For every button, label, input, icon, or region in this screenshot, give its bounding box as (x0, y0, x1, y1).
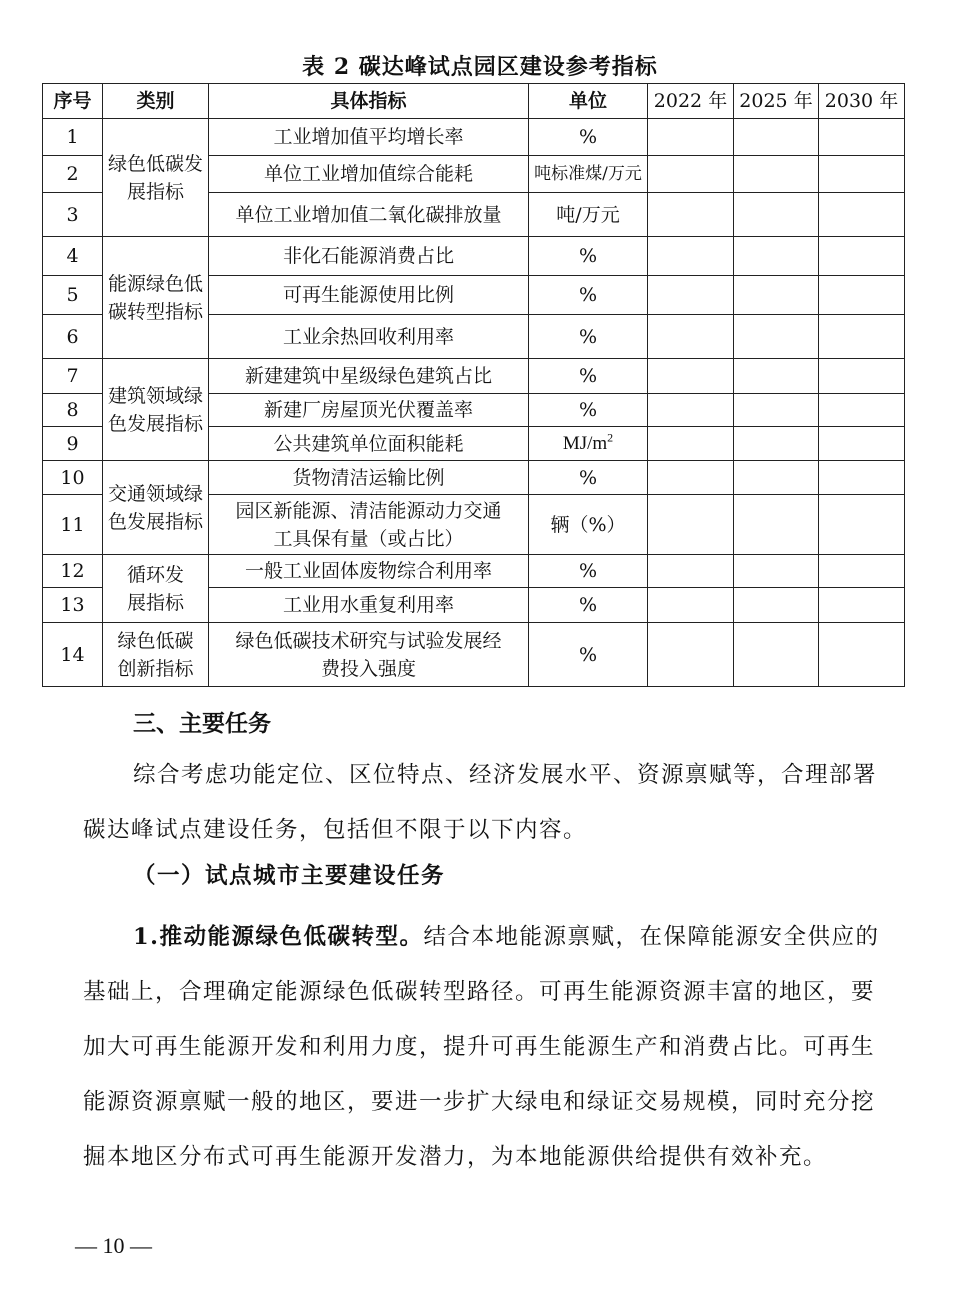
row-unit: % (529, 119, 648, 156)
cell-2030 (819, 276, 905, 315)
row-no: 12 (43, 555, 103, 588)
row-indicator: 公共建筑单位面积能耗 (209, 427, 529, 461)
page-number: — 10 — (75, 1233, 152, 1258)
paragraph-lead: 1.推动能源绿色低碳转型。 (133, 924, 424, 950)
row-indicator: 新建厂房屋顶光伏覆盖率 (209, 394, 529, 427)
row-unit: % (529, 461, 648, 495)
unit-text: MJ/m (562, 432, 608, 454)
table-row (43, 237, 905, 276)
unit-superscript: 2 (607, 430, 614, 445)
cell-2025 (734, 359, 819, 394)
cell-2025 (734, 276, 819, 315)
row-unit: 辆（%） (529, 495, 648, 555)
header-2030: 2030 年 (819, 84, 905, 119)
header-2025: 2025 年 (734, 84, 819, 119)
row-category: 建筑领域绿色发展指标 (103, 359, 209, 461)
paragraph-task-1 (83, 910, 883, 1185)
cell-2022 (648, 461, 734, 495)
cell-2022 (648, 427, 734, 461)
row-no: 4 (43, 237, 103, 276)
cell-2030 (819, 588, 905, 623)
paragraph-body: 结合本地能源禀赋，在保障能源安全供应的基础上，合理确定能源绿色低碳转型路径。可再生能源资源丰富的地区，要加大可再生能源开发和利用力度，提升可再生能源生产和消费占比。可再生能源资源禀赋一般的地区，要进一步扩大绿电和绿证交易规模，同时充分挖掘本地区分布式可再生能源开发潜力，为本地能源供给提供有效补充。 (83, 924, 880, 1170)
cell-2025 (734, 237, 819, 276)
table-header-row (43, 84, 905, 119)
cell-2022 (648, 237, 734, 276)
cell-2025 (734, 119, 819, 156)
cell-2022 (648, 315, 734, 359)
row-no: 11 (43, 495, 103, 555)
row-indicator: 工业增加值平均增长率 (209, 119, 529, 156)
cell-2025 (734, 394, 819, 427)
cell-2025 (734, 315, 819, 359)
cell-2022 (648, 156, 734, 193)
table-row (43, 623, 905, 687)
row-unit: % (529, 315, 648, 359)
cell-2025 (734, 623, 819, 687)
table-row (43, 119, 905, 156)
cell-2022 (648, 193, 734, 237)
cell-2025 (734, 495, 819, 555)
cell-2030 (819, 359, 905, 394)
cell-2022 (648, 359, 734, 394)
cell-2025 (734, 555, 819, 588)
cell-2030 (819, 623, 905, 687)
row-no: 5 (43, 276, 103, 315)
section-heading: 三、主要任务 (133, 711, 271, 737)
cell-2030 (819, 193, 905, 237)
cell-2030 (819, 427, 905, 461)
row-no: 8 (43, 394, 103, 427)
cell-2030 (819, 461, 905, 495)
cell-2025 (734, 427, 819, 461)
cell-2030 (819, 555, 905, 588)
table-row (43, 359, 905, 394)
cell-2030 (819, 119, 905, 156)
cell-2022 (648, 119, 734, 156)
paragraph-intro: 综合考虑功能定位、区位特点、经济发展水平、资源禀赋等，合理部署碳达峰试点建设任务，包括但不限于以下内容。 (83, 762, 878, 843)
row-unit (529, 427, 648, 461)
row-indicator: 绿色低碳技术研究与试验发展经费投入强度 (209, 623, 529, 687)
row-indicator: 一般工业固体废物综合利用率 (209, 555, 529, 588)
row-indicator: 工业用水重复利用率 (209, 588, 529, 623)
cell-2030 (819, 394, 905, 427)
cell-2030 (819, 237, 905, 276)
cell-2022 (648, 555, 734, 588)
row-no: 6 (43, 315, 103, 359)
row-unit: 吨标准煤/万元 (529, 156, 648, 193)
row-unit: % (529, 359, 648, 394)
row-indicator: 新建建筑中星级绿色建筑占比 (209, 359, 529, 394)
row-category: 循环发展指标 (103, 555, 209, 623)
row-unit: % (529, 588, 648, 623)
row-indicator: 园区新能源、清洁能源动力交通工具保有量（或占比） (209, 495, 529, 555)
row-no: 7 (43, 359, 103, 394)
cell-2030 (819, 315, 905, 359)
cell-2022 (648, 588, 734, 623)
header-indicator: 具体指标 (209, 84, 529, 119)
indicator-table (42, 83, 905, 687)
header-2022: 2022 年 (648, 84, 734, 119)
header-category: 类别 (103, 84, 209, 119)
cell-2025 (734, 156, 819, 193)
row-no: 14 (43, 623, 103, 687)
row-no: 10 (43, 461, 103, 495)
row-indicator: 单位工业增加值二氧化碳排放量 (209, 193, 529, 237)
table-row (43, 461, 905, 495)
cell-2025 (734, 588, 819, 623)
cell-2022 (648, 495, 734, 555)
row-category: 能源绿色低碳转型指标 (103, 237, 209, 359)
row-unit: % (529, 237, 648, 276)
cell-2022 (648, 276, 734, 315)
row-unit: 吨/万元 (529, 193, 648, 237)
row-category: 绿色低碳发展指标 (103, 119, 209, 237)
header-unit: 单位 (529, 84, 648, 119)
row-category: 交通领域绿色发展指标 (103, 461, 209, 555)
row-unit: % (529, 623, 648, 687)
row-unit: % (529, 555, 648, 588)
table-caption: 表 2 碳达峰试点园区建设参考指标 (302, 54, 658, 80)
row-no: 9 (43, 427, 103, 461)
row-indicator: 工业余热回收利用率 (209, 315, 529, 359)
row-no: 13 (43, 588, 103, 623)
cell-2030 (819, 495, 905, 555)
cell-2030 (819, 156, 905, 193)
row-unit: % (529, 394, 648, 427)
cell-2025 (734, 193, 819, 237)
row-category: 绿色低碳创新指标 (103, 623, 209, 687)
header-no: 序号 (43, 84, 103, 119)
row-no: 1 (43, 119, 103, 156)
row-indicator: 可再生能源使用比例 (209, 276, 529, 315)
cell-2022 (648, 394, 734, 427)
subheading: （一）试点城市主要建设任务 (133, 863, 446, 889)
cell-2022 (648, 623, 734, 687)
row-indicator: 非化石能源消费占比 (209, 237, 529, 276)
row-indicator: 货物清洁运输比例 (209, 461, 529, 495)
cell-2025 (734, 461, 819, 495)
row-indicator: 单位工业增加值综合能耗 (209, 156, 529, 193)
row-no: 3 (43, 193, 103, 237)
row-no: 2 (43, 156, 103, 193)
table-row (43, 555, 905, 588)
row-unit: % (529, 276, 648, 315)
